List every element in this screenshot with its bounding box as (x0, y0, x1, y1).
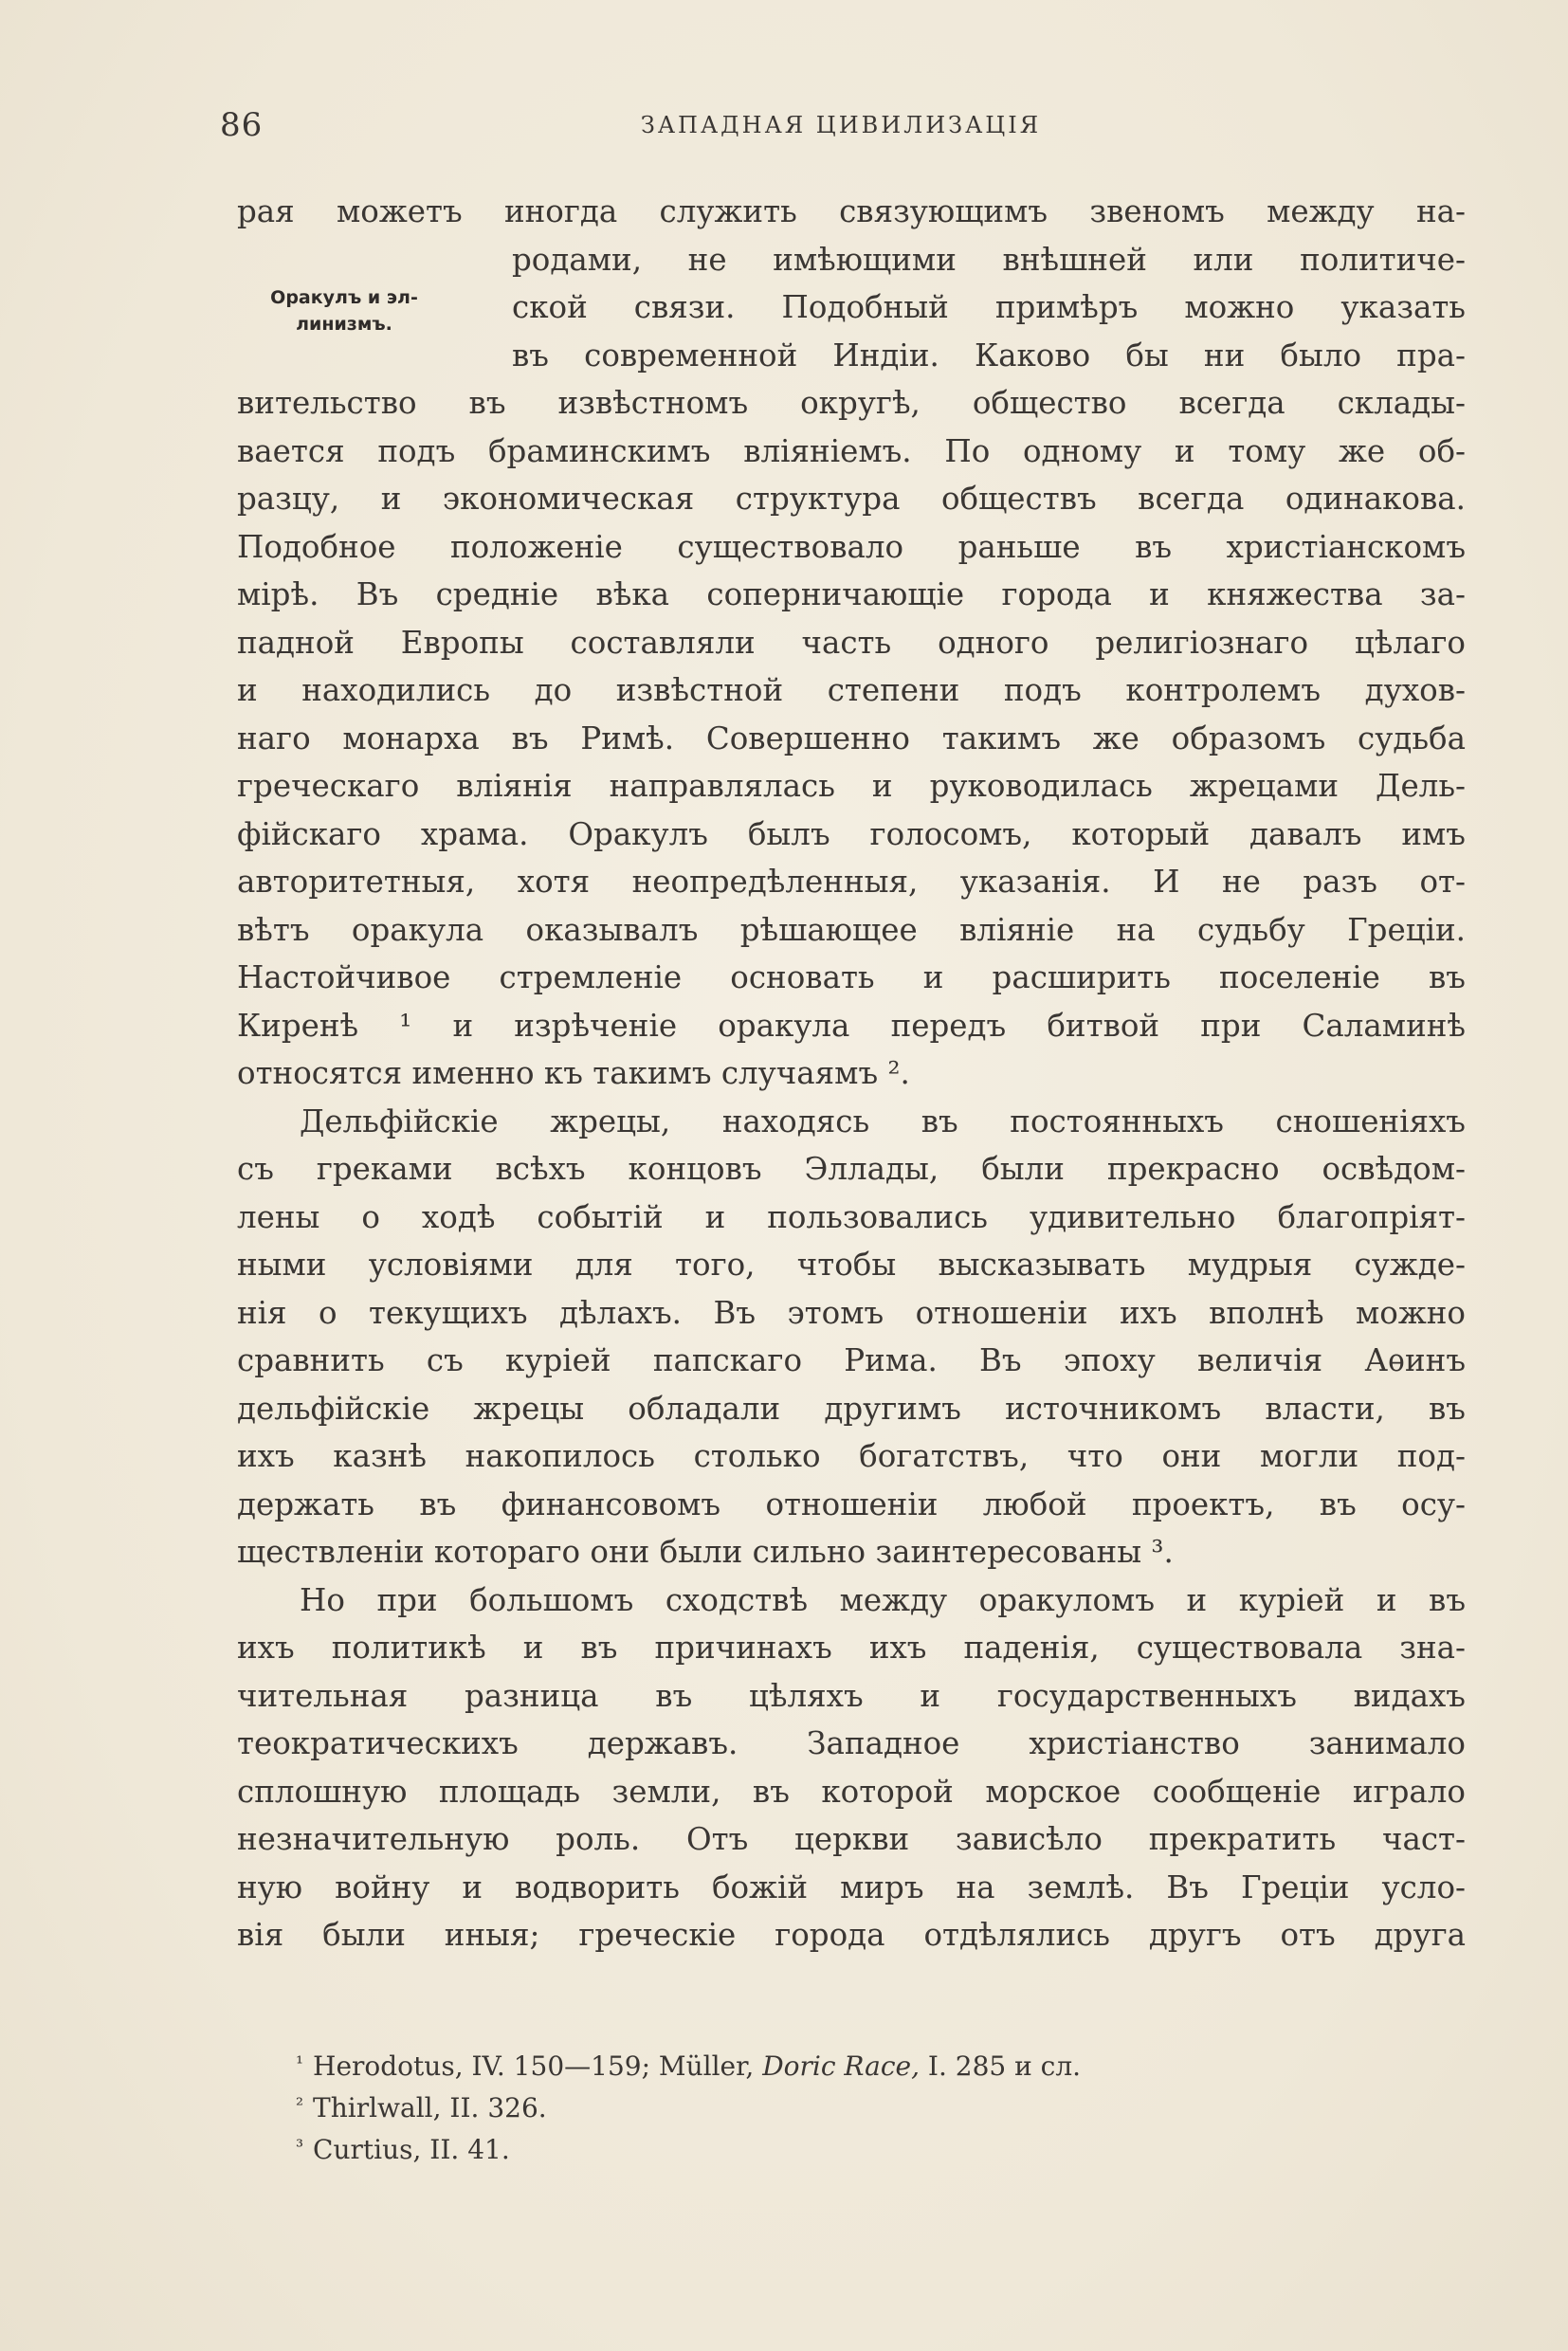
body-text (237, 188, 1466, 1959)
footnote-3 (296, 2127, 1462, 2169)
text-line: мірѣ. Въ средніе вѣка соперничающіе города и княжества за- (237, 576, 1466, 612)
text-line: ную войну и водворить божій миръ на землѣ. Въ Греціи усло- (237, 1868, 1466, 1905)
text-line: теократическихъ державъ. Западное христіанство занимало (237, 1725, 1466, 1761)
footnote-mark: ³ (296, 2135, 304, 2158)
text-line: Но при большомъ сходствѣ между оракуломъ и куріей и въ (300, 1581, 1466, 1618)
text-line: въ современной Индіи. Каково бы ни было пра- (512, 337, 1466, 374)
text-line: Настойчивое стремленіе основать и расширить поселеніе въ (237, 959, 1466, 995)
footnote-text: Curtius, II. 41. (313, 2134, 510, 2165)
text-line: ществленіи котораго они были сильно заинтересованы ³. (237, 1534, 1174, 1570)
text-line: вія были иныя; греческіе города отдѣлялись другъ отъ друга (237, 1917, 1466, 1953)
text-line: фійскаго храма. Оракулъ былъ голосомъ, который давалъ имъ (237, 815, 1466, 852)
footnotes (296, 2044, 1462, 2169)
text-line: сравнить съ куріей папскаго Рима. Въ эпоху величія Аѳинъ (237, 1342, 1466, 1378)
sidenote-line: Оракулъ и эл- (270, 287, 418, 308)
text-line: наго монарха въ Римѣ. Совершенно такимъ же образомъ судьба (237, 720, 1466, 756)
running-title: ЗАПАДНАЯ ЦИВИЛИЗАЦІЯ (640, 112, 1042, 138)
text-line: Дельфійскіе жрецы, находясь въ постоянныхъ сношеніяхъ (300, 1103, 1466, 1139)
text-line: чительная разница въ цѣляхъ и государственныхъ видахъ (237, 1677, 1466, 1714)
footnote-mark: ¹ (296, 2051, 304, 2074)
text-line: вается подъ браминскимъ вліяніемъ. По одному и тому же об- (237, 432, 1466, 469)
text-line: ихъ казнѣ накопилось столько богатствъ, что они могли под- (237, 1438, 1466, 1474)
text-line: Киренѣ ¹ и изрѣченіе оракула передъ битвой при Саламинѣ (237, 1007, 1466, 1044)
text-line: разцу, и экономическая структура обществъ всегда одинакова. (237, 481, 1466, 517)
text-line: ными условіями для того, чтобы высказывать мудрыя сужде- (237, 1247, 1466, 1283)
sidenote-line: линизмъ. (296, 314, 392, 335)
footnote-mark: ² (296, 2093, 304, 2116)
text-line: съ греками всѣхъ концовъ Эллады, были прекрасно освѣдом- (237, 1151, 1466, 1187)
text-line: нія о текущихъ дѣлахъ. Въ этомъ отношеніи ихъ вполнѣ можно (237, 1294, 1466, 1331)
footnote-1 (296, 2044, 1462, 2086)
footnote-source-title: Doric Race, (762, 2050, 921, 2082)
text-line: относятся именно къ такимъ случаямъ ². (237, 1055, 910, 1091)
text-line: дельфійскіе жрецы обладали другимъ источникомъ власти, въ (237, 1390, 1466, 1427)
text-line: ской связи. Подобный примѣръ можно указать (512, 289, 1466, 325)
text-line: греческаго вліянія направлялась и руководилась жрецами Дель- (237, 768, 1466, 804)
text-line: незначительную роль. Отъ церкви зависѣло прекратить част- (237, 1821, 1466, 1857)
text-line: лены о ходѣ событій и пользовались удивительно благопріят- (237, 1198, 1466, 1235)
page-number: 86 (220, 106, 264, 144)
text-line: рая можетъ иногда служить связующимъ звеномъ между на- (237, 193, 1466, 229)
text-line: сплошную площадь земли, въ которой морское сообщеніе играло (237, 1773, 1466, 1810)
text-line: Подобное положеніе существовало раньше въ христіанскомъ (237, 528, 1466, 565)
footnote-text: Herodotus, IV. 150—159; Müller, (313, 2050, 763, 2082)
text-line: родами, не имѣющими внѣшней или политиче- (512, 241, 1466, 278)
text-line: падной Европы составляли часть одного религіознаго цѣлаго (237, 624, 1466, 661)
footnote-text: Thirlwall, II. 326. (313, 2092, 547, 2123)
text-line: и находились до извѣстной степени подъ контролемъ духов- (237, 672, 1466, 708)
text-line: вительство въ извѣстномъ округѣ, общество всегда склады- (237, 385, 1466, 421)
page-header (220, 106, 1462, 154)
footnote-2 (296, 2086, 1462, 2127)
text-line: держать въ финансовомъ отношеніи любой проектъ, въ осу- (237, 1485, 1466, 1522)
text-line: вѣтъ оракула оказывалъ рѣшающее вліяніе на судьбу Греціи. (237, 911, 1466, 948)
footnote-text: I. 285 и сл. (920, 2050, 1082, 2082)
text-line: авторитетныя, хотя неопредѣленныя, указанія. И не разъ от- (237, 864, 1466, 900)
text-line: ихъ политикѣ и въ причинахъ ихъ паденія, существовала зна- (237, 1630, 1466, 1666)
